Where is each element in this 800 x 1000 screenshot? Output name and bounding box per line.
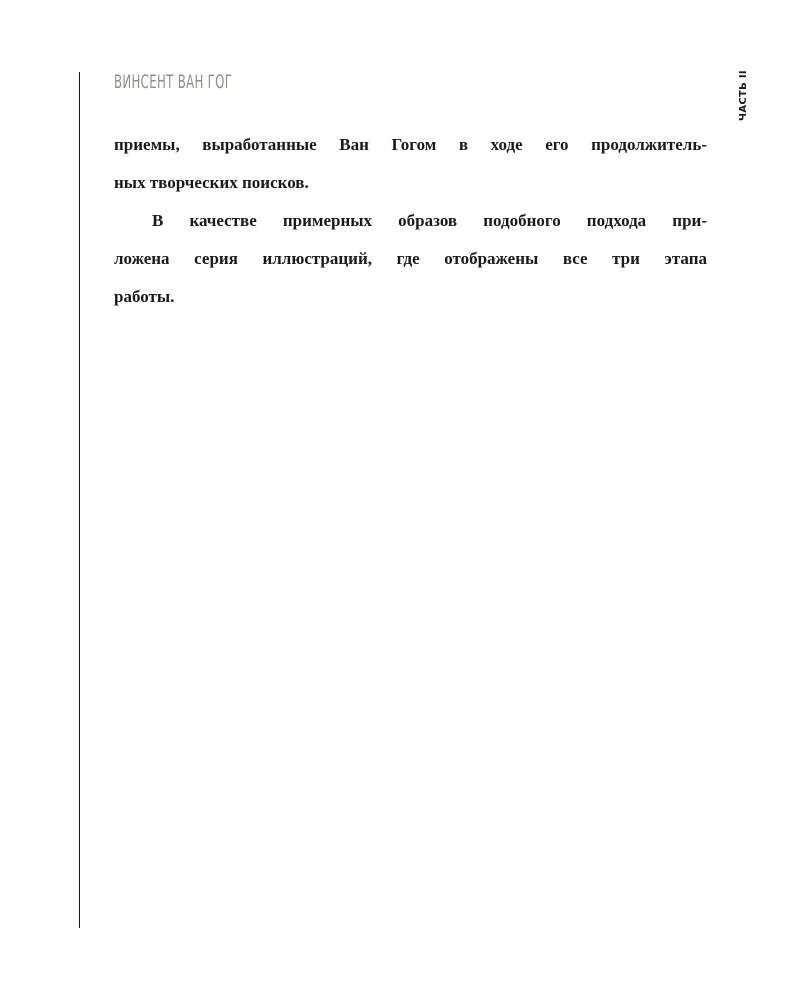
- paragraph: [114, 126, 707, 202]
- margin-rule: [79, 72, 80, 928]
- body-text: [114, 126, 707, 316]
- paragraph: [114, 202, 707, 316]
- text-line: ложена серия иллюстраций, где отображены все три этапа: [114, 249, 707, 268]
- text-line: ных творческих поисков.: [114, 173, 309, 192]
- text-line: работы.: [114, 287, 175, 306]
- part-label: ЧАСТЬ II: [738, 70, 749, 121]
- text-line: В качестве примерных образов подобного подхода при-: [152, 211, 707, 230]
- text-line: приемы, выработанные Ван Гогом в ходе его продолжитель-: [114, 135, 707, 154]
- running-head: ВИНСЕНТ ВАН ГОГ: [114, 71, 233, 93]
